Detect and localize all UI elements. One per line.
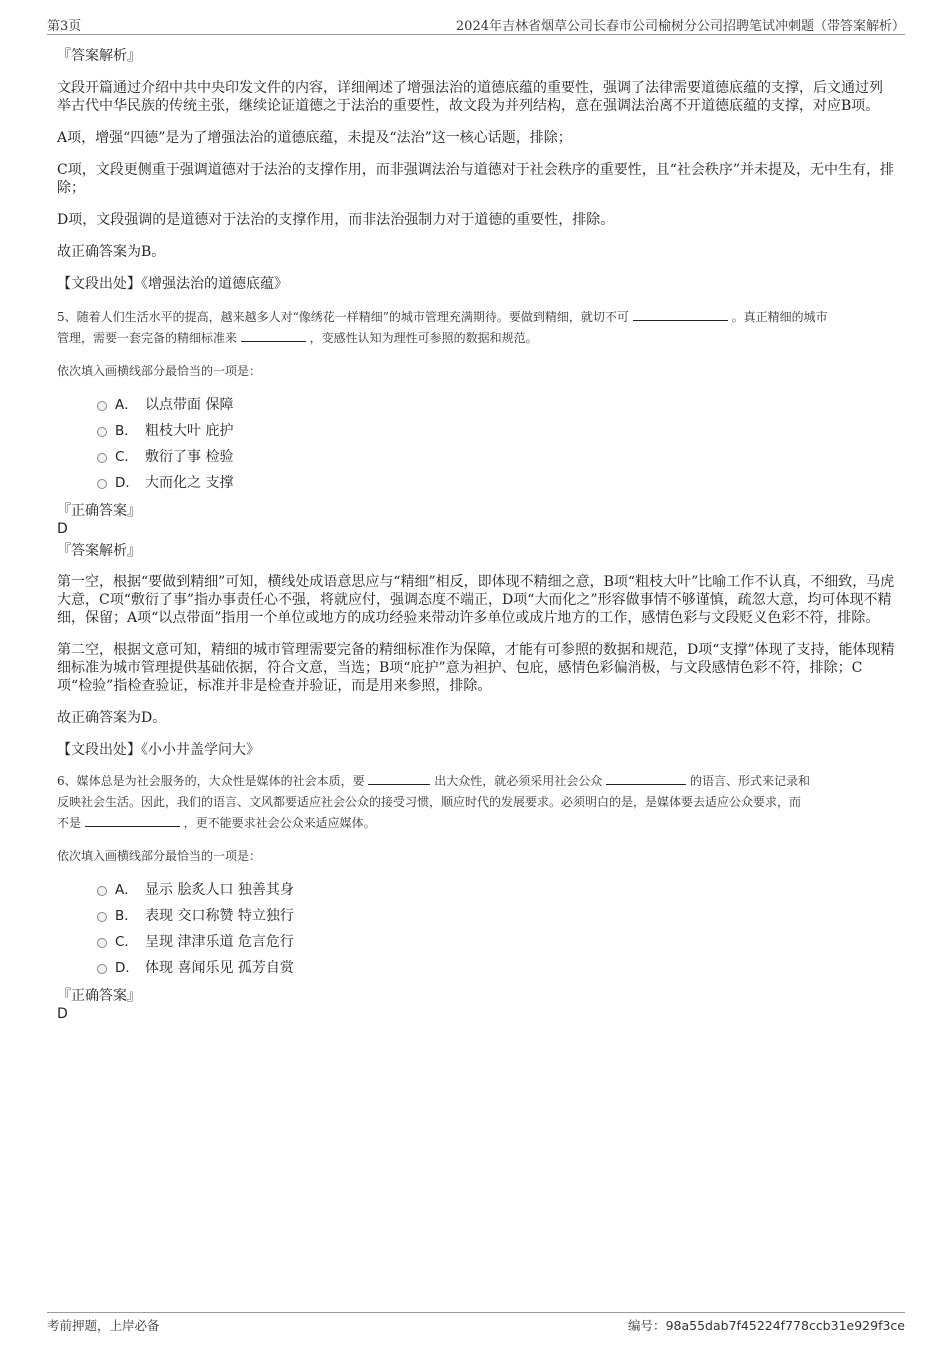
q6-blank-1 — [368, 773, 430, 785]
code-label: 编号： — [628, 1318, 666, 1333]
option-letter: A． — [115, 397, 138, 413]
q6-answer-label: 『正确答案』 — [57, 988, 141, 1004]
radio-button-icon[interactable] — [97, 964, 107, 974]
q6-stem-part6: ，更不能要求社会公众来适应媒体。 — [183, 816, 376, 830]
radio-button-icon[interactable] — [97, 453, 107, 463]
q5-stem-part4: ，变感性认知为理性可参照的数据和规范。 — [309, 331, 538, 345]
option-text: 显示 脍炙人口 独善其身 — [145, 882, 294, 898]
radio-button-icon[interactable] — [97, 912, 107, 922]
option-letter: D． — [115, 960, 139, 976]
q5-option-b[interactable] — [97, 418, 895, 444]
q5-analysis-p1: 第一空，根据“要做到精细”可知，横线处成语意思应与“精细”相反，即体现不精细之意，B项“粗枝大叶”比喻工作不认真，不细致，马虎大意，C项“敷衍了事”指办事责任心不强，将就应付，强调态度不端正，D项“大而化之”形容做事情不够谨慎，疏忽大意，均可体现不精细，保留；A项“以点带面”指用一个单位或地方的成功经验来带动许多单位或成片地方的工作，感情色彩与文段贬义色彩不符，排除。 — [57, 574, 895, 626]
document-body — [57, 46, 895, 1023]
q6-stem — [57, 771, 895, 834]
q6-option-a[interactable] — [97, 877, 895, 903]
option-letter: C． — [115, 449, 138, 465]
q6-option-d[interactable] — [97, 955, 895, 981]
q5-blank-2 — [241, 330, 306, 342]
q5-options — [97, 392, 895, 496]
q5-prompt: 依次填入画横线部分最恰当的一项是： — [57, 364, 262, 378]
q4-analysis-p1: 文段开篇通过介绍中共中央印发文件的内容，详细阐述了增强法治的道德底蕴的重要性，强调了法律需要道德底蕴的支撑，后文通过列举古代中华民族的传统主张，继续论证道德之于法治的重要性，故文段为并列结构，意在强调法治离不开道德底蕴的支撑，对应B项。 — [57, 80, 883, 114]
q4-conclusion: 故正确答案为B。 — [57, 244, 166, 260]
page-number: 第3页 — [47, 19, 82, 34]
option-letter: B． — [115, 423, 138, 439]
q5-conclusion: 故正确答案为D。 — [57, 710, 167, 726]
q6-blank-2 — [606, 773, 686, 785]
q5-option-a[interactable] — [97, 392, 895, 418]
q5-stem-part1: 5、随着人们生活水平的提高，越来越多人对“像绣花一样精细”的城市管理充满期待。要做到精细，就切不可 — [57, 310, 629, 324]
page-footer — [47, 1312, 905, 1334]
option-text: 粗枝大叶 庇护 — [145, 423, 234, 439]
q5-source: 【文段出处】《小小井盖学问大》 — [57, 742, 260, 758]
page-header — [47, 13, 905, 35]
option-text: 敷衍了事 检验 — [145, 449, 234, 465]
code-value: 98a55dab7f45224f778ccb31e929f3ce — [665, 1318, 905, 1333]
document-code — [628, 1316, 905, 1334]
q6-stem-part1: 6、媒体总是为社会服务的，大众性是媒体的社会本质，要 — [57, 774, 365, 788]
q4-source: 【文段出处】《增强法治的道德底蕴》 — [57, 276, 288, 292]
q6-stem-part2: 出大众性，就必须采用社会公众 — [434, 774, 603, 788]
q6-answer: D — [57, 1006, 68, 1022]
radio-button-icon[interactable] — [97, 886, 107, 896]
option-letter: D． — [115, 475, 139, 491]
q5-stem — [57, 307, 895, 349]
q4-analysis-p3: C项，文段更侧重于强调道德对于法治的支撑作用，而非强调法治与道德对于社会秩序的重要性，且“社会秩序”并未提及，无中生有，排除； — [57, 162, 895, 196]
q5-analysis-label: 『答案解析』 — [57, 543, 141, 559]
option-letter: A． — [115, 882, 138, 898]
footer-slogan: 考前押题，上岸必备 — [47, 1318, 160, 1333]
q5-option-c[interactable] — [97, 444, 895, 470]
option-letter: C． — [115, 934, 138, 950]
q5-analysis-p2: 第二空，根据文意可知，精细的城市管理需要完备的精细标准作为保障，才能有可参照的数据和规范，D项“支撑”体现了支持，能体现精细标准为城市管理提供基础依据，符合文意，当选；B项“庇护”意为袒护、包庇，感情色彩偏消极，与文段感情色彩不符，排除；C项“检验”指检查验证，标准并非是检查并验证，而是用来参照，排除。 — [57, 642, 895, 694]
option-text: 呈现 津津乐道 危言危行 — [145, 934, 294, 950]
radio-button-icon[interactable] — [97, 479, 107, 489]
q5-answer-label: 『正确答案』 — [57, 503, 141, 519]
radio-button-icon[interactable] — [97, 938, 107, 948]
q5-option-d[interactable] — [97, 470, 895, 496]
q6-blank-3 — [85, 815, 180, 827]
q6-option-c[interactable] — [97, 929, 895, 955]
option-letter: B． — [115, 908, 138, 924]
document-title: 2024年吉林省烟草公司长春市公司榆树分公司招聘笔试冲刺题（带答案解析） — [455, 19, 905, 34]
q6-stem-part4: 反映社会生活。因此，我们的语言、文风都要适应社会公众的接受习惯，顺应时代的发展要求。必须明白的是，是媒体要去适应公众要求，而 — [57, 795, 802, 809]
q4-analysis-label: 『答案解析』 — [57, 48, 141, 64]
q6-options — [97, 877, 895, 981]
q5-blank-1 — [633, 309, 728, 321]
option-text: 以点带面 保障 — [145, 397, 234, 413]
q4-analysis-p2: A项，增强“四德”是为了增强法治的道德底蕴，未提及“法治”这一核心话题，排除； — [57, 130, 572, 146]
q6-stem-part5: 不是 — [57, 816, 82, 830]
q5-stem-part2: 。真正精细的城市 — [731, 310, 828, 324]
radio-button-icon[interactable] — [97, 427, 107, 437]
q4-analysis-p4: D项，文段强调的是道德对于法治的支撑作用，而非法治强制力对于道德的重要性，排除。 — [57, 212, 615, 228]
q6-stem-part3: 的语言、形式来记录和 — [689, 774, 810, 788]
option-text: 大而化之 支撑 — [145, 475, 234, 491]
radio-button-icon[interactable] — [97, 401, 107, 411]
option-text: 体现 喜闻乐见 孤芳自赏 — [145, 960, 294, 976]
q5-answer: D — [57, 521, 68, 537]
option-text: 表现 交口称赞 特立独行 — [145, 908, 294, 924]
q6-prompt: 依次填入画横线部分最恰当的一项是： — [57, 849, 262, 863]
q6-option-b[interactable] — [97, 903, 895, 929]
q5-stem-part3: 管理，需要一套完备的精细标准来 — [57, 331, 238, 345]
